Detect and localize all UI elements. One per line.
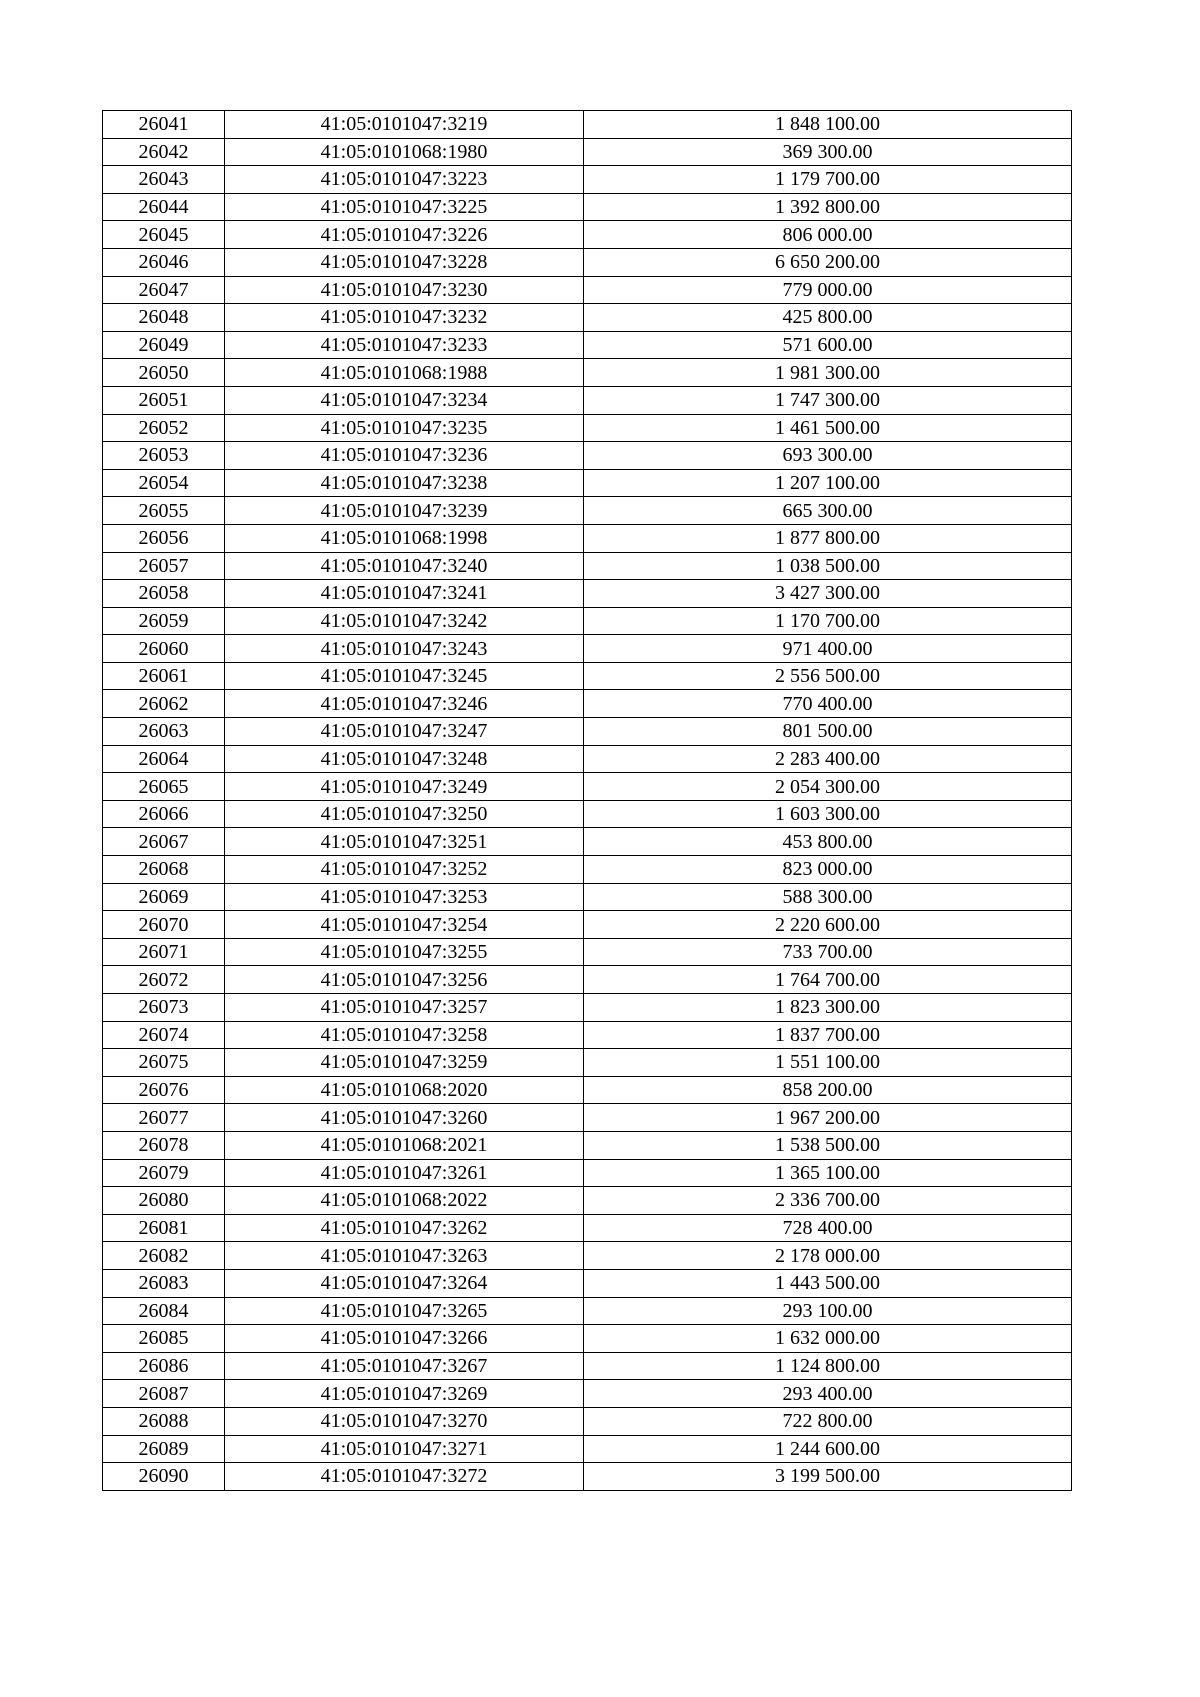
table-row [103,580,1072,608]
table-row [103,938,1072,966]
cadastral-number-cell: 41:05:0101047:3257 [225,994,584,1022]
cadastral-number-cell: 41:05:0101047:3259 [225,1049,584,1077]
row-number-cell: 26079 [103,1159,225,1187]
cadastral-number-cell: 41:05:0101047:3256 [225,966,584,994]
table-row [103,1049,1072,1077]
cadastral-number-cell: 41:05:0101068:1980 [225,138,584,166]
cadastral-number-cell: 41:05:0101047:3264 [225,1269,584,1297]
table-row [103,1159,1072,1187]
cadastral-value-table [102,110,1072,1491]
table-row [103,1131,1072,1159]
table-row [103,1463,1072,1491]
cadastral-value-cell: 2 054 300.00 [584,773,1072,801]
row-number-cell: 26088 [103,1407,225,1435]
table-row [103,1352,1072,1380]
cadastral-value-cell: 2 220 600.00 [584,911,1072,939]
cadastral-number-cell: 41:05:0101047:3226 [225,221,584,249]
table-row [103,524,1072,552]
row-number-cell: 26041 [103,111,225,139]
cadastral-value-cell: 779 000.00 [584,276,1072,304]
cadastral-number-cell: 41:05:0101047:3242 [225,607,584,635]
row-number-cell: 26072 [103,966,225,994]
table-row [103,469,1072,497]
cadastral-value-cell: 1 747 300.00 [584,386,1072,414]
table-row [103,745,1072,773]
table-row [103,1435,1072,1463]
cadastral-number-cell: 41:05:0101068:1998 [225,524,584,552]
cadastral-number-cell: 41:05:0101047:3238 [225,469,584,497]
cadastral-value-cell: 1 837 700.00 [584,1021,1072,1049]
row-number-cell: 26078 [103,1131,225,1159]
table-row [103,331,1072,359]
table-row [103,497,1072,525]
row-number-cell: 26061 [103,662,225,690]
cadastral-value-cell: 2 178 000.00 [584,1242,1072,1270]
row-number-cell: 26076 [103,1076,225,1104]
row-number-cell: 26080 [103,1187,225,1215]
table-row [103,773,1072,801]
cadastral-value-cell: 3 427 300.00 [584,580,1072,608]
cadastral-number-cell: 41:05:0101047:3246 [225,690,584,718]
row-number-cell: 26068 [103,856,225,884]
table-row [103,1214,1072,1242]
table-row [103,607,1072,635]
cadastral-value-cell: 1 538 500.00 [584,1131,1072,1159]
cadastral-number-cell: 41:05:0101047:3228 [225,248,584,276]
table-row [103,552,1072,580]
row-number-cell: 26052 [103,414,225,442]
table-row [103,994,1072,1022]
cadastral-number-cell: 41:05:0101047:3254 [225,911,584,939]
table-row [103,883,1072,911]
table-row [103,856,1072,884]
table-row [103,1269,1072,1297]
row-number-cell: 26070 [103,911,225,939]
cadastral-number-cell: 41:05:0101047:3247 [225,718,584,746]
row-number-cell: 26064 [103,745,225,773]
cadastral-value-cell: 293 100.00 [584,1297,1072,1325]
row-number-cell: 26063 [103,718,225,746]
cadastral-value-cell: 971 400.00 [584,635,1072,663]
table-row [103,304,1072,332]
table-row [103,1187,1072,1215]
cadastral-number-cell: 41:05:0101047:3223 [225,166,584,194]
row-number-cell: 26074 [103,1021,225,1049]
cadastral-number-cell: 41:05:0101047:3262 [225,1214,584,1242]
row-number-cell: 26086 [103,1352,225,1380]
table-row [103,138,1072,166]
cadastral-number-cell: 41:05:0101047:3232 [225,304,584,332]
table-row [103,386,1072,414]
table-row [103,828,1072,856]
cadastral-number-cell: 41:05:0101047:3271 [225,1435,584,1463]
cadastral-value-cell: 1 848 100.00 [584,111,1072,139]
table-row [103,442,1072,470]
table-row [103,359,1072,387]
table-row [103,414,1072,442]
table-row [103,248,1072,276]
row-number-cell: 26066 [103,800,225,828]
table-row [103,1380,1072,1408]
cadastral-number-cell: 41:05:0101068:2022 [225,1187,584,1215]
row-number-cell: 26048 [103,304,225,332]
table-row [103,276,1072,304]
row-number-cell: 26071 [103,938,225,966]
row-number-cell: 26045 [103,221,225,249]
cadastral-value-cell: 806 000.00 [584,221,1072,249]
row-number-cell: 26059 [103,607,225,635]
row-number-cell: 26050 [103,359,225,387]
table-row [103,221,1072,249]
cadastral-value-cell: 801 500.00 [584,718,1072,746]
row-number-cell: 26057 [103,552,225,580]
cadastral-number-cell: 41:05:0101068:1988 [225,359,584,387]
cadastral-number-cell: 41:05:0101047:3272 [225,1463,584,1491]
cadastral-number-cell: 41:05:0101047:3253 [225,883,584,911]
cadastral-value-cell: 6 650 200.00 [584,248,1072,276]
cadastral-value-cell: 1 967 200.00 [584,1104,1072,1132]
row-number-cell: 26044 [103,193,225,221]
cadastral-value-cell: 2 283 400.00 [584,745,1072,773]
table-row [103,166,1072,194]
table-row [103,1076,1072,1104]
table-row [103,1297,1072,1325]
table-row [103,911,1072,939]
cadastral-value-cell: 733 700.00 [584,938,1072,966]
row-number-cell: 26053 [103,442,225,470]
row-number-cell: 26055 [103,497,225,525]
cadastral-value-cell: 1 981 300.00 [584,359,1072,387]
row-number-cell: 26065 [103,773,225,801]
cadastral-value-cell: 693 300.00 [584,442,1072,470]
cadastral-value-cell: 722 800.00 [584,1407,1072,1435]
cadastral-value-cell: 1 207 100.00 [584,469,1072,497]
cadastral-value-cell: 858 200.00 [584,1076,1072,1104]
table-row [103,718,1072,746]
row-number-cell: 26042 [103,138,225,166]
table-row [103,1104,1072,1132]
cadastral-value-cell: 1 632 000.00 [584,1325,1072,1353]
cadastral-number-cell: 41:05:0101047:3239 [225,497,584,525]
cadastral-value-cell: 369 300.00 [584,138,1072,166]
cadastral-value-cell: 1 365 100.00 [584,1159,1072,1187]
cadastral-number-cell: 41:05:0101047:3225 [225,193,584,221]
cadastral-value-cell: 1 443 500.00 [584,1269,1072,1297]
row-number-cell: 26083 [103,1269,225,1297]
cadastral-number-cell: 41:05:0101047:3240 [225,552,584,580]
cadastral-value-cell: 1 038 500.00 [584,552,1072,580]
cadastral-value-cell: 3 199 500.00 [584,1463,1072,1491]
row-number-cell: 26089 [103,1435,225,1463]
cadastral-number-cell: 41:05:0101047:3265 [225,1297,584,1325]
cadastral-number-cell: 41:05:0101047:3260 [225,1104,584,1132]
cadastral-value-cell: 453 800.00 [584,828,1072,856]
row-number-cell: 26054 [103,469,225,497]
row-number-cell: 26043 [103,166,225,194]
cadastral-number-cell: 41:05:0101047:3234 [225,386,584,414]
table-row [103,800,1072,828]
cadastral-value-cell: 571 600.00 [584,331,1072,359]
table-row [103,193,1072,221]
table-body [103,111,1072,1491]
cadastral-value-cell: 770 400.00 [584,690,1072,718]
cadastral-value-cell: 728 400.00 [584,1214,1072,1242]
cadastral-number-cell: 41:05:0101047:3249 [225,773,584,801]
cadastral-number-cell: 41:05:0101047:3255 [225,938,584,966]
cadastral-value-cell: 1 170 700.00 [584,607,1072,635]
cadastral-number-cell: 41:05:0101047:3248 [225,745,584,773]
row-number-cell: 26049 [103,331,225,359]
table-row [103,662,1072,690]
cadastral-value-cell: 293 400.00 [584,1380,1072,1408]
row-number-cell: 26084 [103,1297,225,1325]
cadastral-value-cell: 1 124 800.00 [584,1352,1072,1380]
cadastral-value-cell: 1 603 300.00 [584,800,1072,828]
row-number-cell: 26060 [103,635,225,663]
table-row [103,1407,1072,1435]
cadastral-number-cell: 41:05:0101047:3243 [225,635,584,663]
table-row [103,635,1072,663]
cadastral-value-cell: 1 823 300.00 [584,994,1072,1022]
table-row [103,1021,1072,1049]
cadastral-number-cell: 41:05:0101047:3241 [225,580,584,608]
cadastral-number-cell: 41:05:0101068:2020 [225,1076,584,1104]
cadastral-number-cell: 41:05:0101047:3230 [225,276,584,304]
cadastral-number-cell: 41:05:0101047:3270 [225,1407,584,1435]
cadastral-value-cell: 2 336 700.00 [584,1187,1072,1215]
cadastral-number-cell: 41:05:0101047:3219 [225,111,584,139]
cadastral-number-cell: 41:05:0101047:3263 [225,1242,584,1270]
table-row [103,690,1072,718]
cadastral-value-cell: 1 392 800.00 [584,193,1072,221]
cadastral-number-cell: 41:05:0101047:3236 [225,442,584,470]
row-number-cell: 26075 [103,1049,225,1077]
row-number-cell: 26046 [103,248,225,276]
row-number-cell: 26069 [103,883,225,911]
cadastral-value-cell: 1 551 100.00 [584,1049,1072,1077]
cadastral-number-cell: 41:05:0101068:2021 [225,1131,584,1159]
cadastral-value-cell: 1 877 800.00 [584,524,1072,552]
cadastral-value-cell: 665 300.00 [584,497,1072,525]
cadastral-number-cell: 41:05:0101047:3245 [225,662,584,690]
row-number-cell: 26082 [103,1242,225,1270]
cadastral-value-cell: 1 244 600.00 [584,1435,1072,1463]
row-number-cell: 26077 [103,1104,225,1132]
row-number-cell: 26047 [103,276,225,304]
cadastral-number-cell: 41:05:0101047:3250 [225,800,584,828]
row-number-cell: 26085 [103,1325,225,1353]
cadastral-number-cell: 41:05:0101047:3251 [225,828,584,856]
cadastral-value-cell: 1 764 700.00 [584,966,1072,994]
cadastral-number-cell: 41:05:0101047:3266 [225,1325,584,1353]
cadastral-value-cell: 588 300.00 [584,883,1072,911]
cadastral-number-cell: 41:05:0101047:3233 [225,331,584,359]
table-row [103,1325,1072,1353]
row-number-cell: 26090 [103,1463,225,1491]
table-row [103,111,1072,139]
cadastral-number-cell: 41:05:0101047:3235 [225,414,584,442]
cadastral-value-cell: 823 000.00 [584,856,1072,884]
table-row [103,966,1072,994]
row-number-cell: 26051 [103,386,225,414]
cadastral-number-cell: 41:05:0101047:3269 [225,1380,584,1408]
table-row [103,1242,1072,1270]
cadastral-value-cell: 1 179 700.00 [584,166,1072,194]
row-number-cell: 26056 [103,524,225,552]
cadastral-number-cell: 41:05:0101047:3252 [225,856,584,884]
row-number-cell: 26087 [103,1380,225,1408]
row-number-cell: 26062 [103,690,225,718]
cadastral-number-cell: 41:05:0101047:3261 [225,1159,584,1187]
row-number-cell: 26073 [103,994,225,1022]
cadastral-number-cell: 41:05:0101047:3258 [225,1021,584,1049]
row-number-cell: 26081 [103,1214,225,1242]
cadastral-value-cell: 1 461 500.00 [584,414,1072,442]
cadastral-number-cell: 41:05:0101047:3267 [225,1352,584,1380]
cadastral-value-cell: 2 556 500.00 [584,662,1072,690]
row-number-cell: 26058 [103,580,225,608]
row-number-cell: 26067 [103,828,225,856]
cadastral-value-cell: 425 800.00 [584,304,1072,332]
